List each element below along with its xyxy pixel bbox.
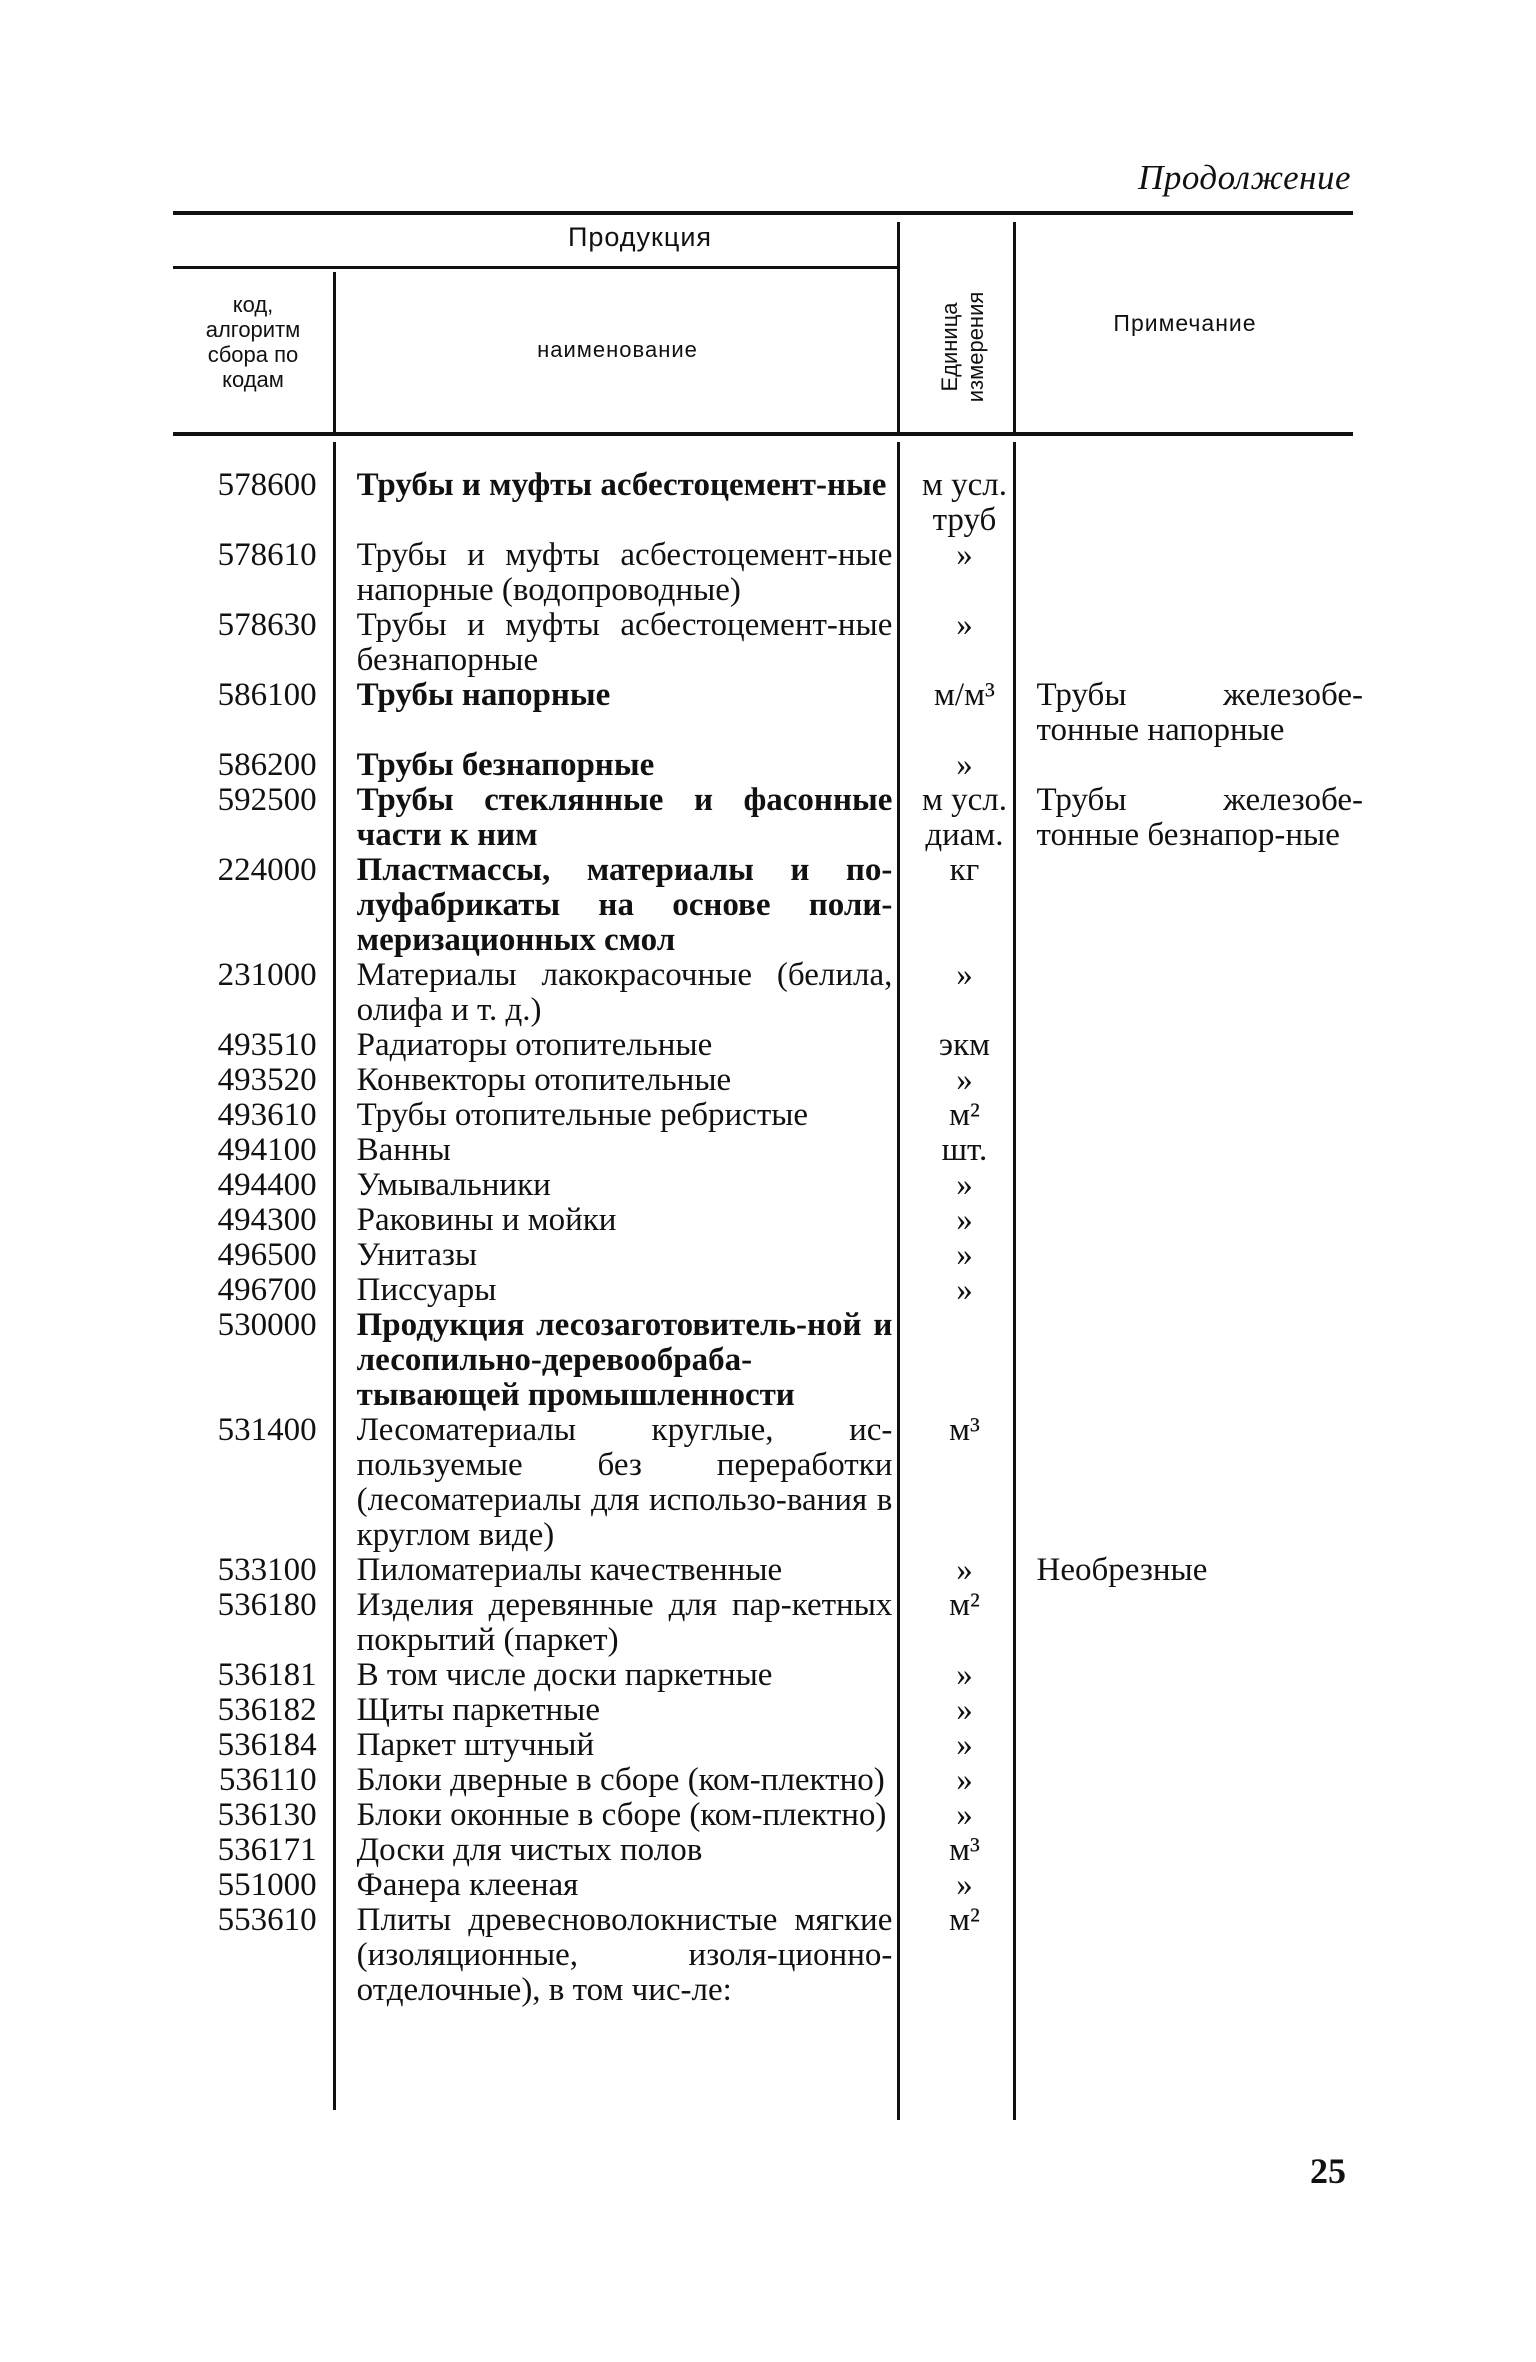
row-code: 493510: [217, 1027, 317, 1063]
row-note: [1023, 1028, 1363, 1063]
row-note: [1023, 608, 1363, 678]
row-code: 536110: [218, 1762, 317, 1798]
table-row: [173, 1868, 1363, 1903]
table-row: [173, 1308, 1363, 1413]
row-name: Лесоматериалы круглые, ис-пользуемые без переработки (лесоматериалы для использо-вания в круглом виде): [356, 1412, 893, 1553]
table-row: [173, 1903, 1363, 2008]
row-code: 536184: [217, 1727, 317, 1763]
header-bottom-rule: [173, 432, 1353, 436]
table-row: [173, 1273, 1363, 1308]
row-name: Материалы лакокрасочные (белила, олифа и т. д.): [356, 957, 893, 1028]
row-note: [1023, 1728, 1363, 1763]
table-row: [173, 958, 1363, 1028]
row-name: Трубы и муфты асбестоцемент-ные: [356, 467, 887, 503]
row-code: 231000: [217, 957, 317, 993]
row-name: Трубы и муфты асбестоцемент-ные безнапорные: [356, 607, 893, 678]
row-unit: м³: [949, 1412, 980, 1448]
row-unit: »: [956, 1797, 973, 1833]
table-row: [173, 1763, 1363, 1798]
row-code: 536181: [217, 1657, 317, 1693]
row-name: Фанера клееная: [356, 1867, 579, 1903]
row-code: 592500: [217, 782, 317, 818]
row-unit: м²: [949, 1902, 980, 1938]
continuation-label: Продолжение: [1138, 158, 1351, 197]
row-unit: »: [956, 1237, 973, 1273]
table-row: [173, 783, 1363, 853]
table-row: [173, 748, 1363, 783]
row-code: 553610: [217, 1902, 317, 1938]
row-name: Трубы и муфты асбестоцемент-ные напорные (водопроводные): [356, 537, 893, 608]
row-unit: м³: [949, 1832, 980, 1868]
row-name: Изделия деревянные для пар-кетных покрытий (паркет): [356, 1587, 893, 1658]
table-row: [173, 1203, 1363, 1238]
row-code: 578610: [217, 537, 317, 573]
table-row: [173, 1798, 1363, 1833]
row-note: [1023, 1693, 1363, 1728]
row-name: Унитазы: [356, 1237, 478, 1273]
row-unit: »: [956, 1727, 973, 1763]
row-note: [1023, 1168, 1363, 1203]
row-note: [1023, 1588, 1363, 1658]
row-name: Трубы отопительные ребристые: [356, 1097, 809, 1133]
table-row: [173, 678, 1363, 748]
row-code: 536130: [217, 1797, 317, 1833]
row-unit: »: [956, 1202, 973, 1238]
row-code: 496700: [217, 1272, 317, 1308]
header-unit-line: измерения: [963, 291, 988, 403]
row-note: [1023, 1063, 1363, 1098]
column-divider: [1013, 222, 1016, 432]
row-unit: кг: [949, 852, 980, 888]
row-code: 586200: [217, 747, 317, 783]
table-row: [173, 1728, 1363, 1763]
row-name: Конвекторы отопительные: [356, 1062, 732, 1098]
row-unit: »: [956, 957, 973, 993]
row-code: 586100: [217, 677, 317, 713]
row-name: Плиты древесноволокнистые мягкие (изоляционные, изоля-ционно-отделочные), в том чис-ле:: [356, 1902, 893, 2008]
table-row: [173, 1833, 1363, 1868]
row-note: [1023, 1798, 1363, 1833]
row-code: 536180: [217, 1587, 317, 1623]
row-name: Паркет штучный: [356, 1727, 595, 1763]
table-row: [173, 1658, 1363, 1693]
row-note: [1023, 1868, 1363, 1903]
row-name: Щиты паркетные: [356, 1692, 600, 1728]
row-unit: [906, 1308, 1022, 1413]
row-note: [1023, 1763, 1363, 1798]
row-note: [1023, 1308, 1363, 1413]
header-code: [173, 292, 333, 392]
table-row: [173, 1413, 1363, 1553]
table-row: [173, 1098, 1363, 1133]
row-unit: »: [956, 537, 973, 573]
row-note: [1023, 1903, 1363, 2008]
row-unit: м/м³: [934, 677, 995, 713]
row-code: 496500: [217, 1237, 317, 1273]
table-row: [173, 608, 1363, 678]
table-row: [173, 1238, 1363, 1273]
table-row: [173, 1063, 1363, 1098]
row-note: [1023, 958, 1363, 1028]
row-unit: экм: [938, 1027, 990, 1063]
row-name: Продукция лесозаготовитель-ной и лесопильно-деревообраба-тывающей промышленности: [356, 1307, 893, 1413]
product-table: [173, 468, 1363, 2008]
table-row: [173, 538, 1363, 608]
row-note: [1023, 1413, 1363, 1553]
row-unit: м усл. диам.: [921, 782, 1007, 853]
row-name: Трубы безнапорные: [356, 747, 655, 783]
row-name: Доски для чистых полов: [356, 1832, 703, 1868]
table-row: [173, 1028, 1363, 1063]
table-row: [173, 1553, 1363, 1588]
table-row: [173, 468, 1363, 538]
row-unit: »: [956, 1167, 973, 1203]
table-row: [173, 1133, 1363, 1168]
row-name: Пластмассы, материалы и по-луфабрикаты на основе поли-меризационных смол: [356, 852, 893, 958]
row-unit: шт.: [941, 1132, 988, 1168]
header-code-line: код,: [232, 292, 274, 317]
row-note: [1023, 1203, 1363, 1238]
row-unit: »: [956, 1272, 973, 1308]
row-note: [1023, 1238, 1363, 1273]
row-code: 533100: [217, 1552, 317, 1588]
table-row: [173, 1588, 1363, 1658]
row-unit: »: [956, 1867, 973, 1903]
header-code-line: алгоритм: [205, 317, 301, 342]
row-note: [1023, 1658, 1363, 1693]
column-divider: [897, 222, 900, 432]
header-unit: [908, 272, 1018, 422]
row-name: Блоки оконные в сборе (ком-плектно): [356, 1797, 887, 1833]
row-code: 493520: [217, 1062, 317, 1098]
row-name: Писсуары: [356, 1272, 497, 1308]
row-name: Трубы напорные: [356, 677, 611, 713]
table-row: [173, 853, 1363, 958]
row-name: Пиломатериалы качественные: [356, 1552, 783, 1588]
row-code: 531400: [217, 1412, 317, 1448]
row-unit: »: [956, 1552, 973, 1588]
row-unit: »: [956, 1657, 973, 1693]
header-note: Примечание: [1113, 310, 1257, 336]
row-note: [1023, 1833, 1363, 1868]
table-top-rule: [173, 211, 1353, 215]
row-note: Необрезные: [1036, 1552, 1208, 1588]
row-note: [1023, 853, 1363, 958]
row-code: 578600: [217, 467, 317, 503]
page-number: 25: [1310, 2151, 1346, 2191]
row-name: Блоки дверные в сборе (ком-плектно): [356, 1762, 885, 1798]
row-name: Умывальники: [356, 1167, 551, 1203]
row-code: 224000: [217, 852, 317, 888]
row-unit: »: [956, 747, 973, 783]
row-code: 530000: [217, 1307, 317, 1343]
row-note: [1023, 1133, 1363, 1168]
row-unit: м²: [949, 1097, 980, 1133]
row-code: 493610: [217, 1097, 317, 1133]
header-code-line: сбора по: [207, 342, 299, 367]
row-name: Трубы стеклянные и фасонные части к ним: [356, 782, 893, 853]
header-product: Продукция: [567, 222, 713, 252]
row-unit: м усл. труб: [921, 467, 1007, 538]
row-note: [1023, 748, 1363, 783]
row-unit: »: [956, 1692, 973, 1728]
row-code: 536182: [217, 1692, 317, 1728]
row-name: Радиаторы отопительные: [356, 1027, 713, 1063]
column-divider: [333, 272, 336, 432]
table-row: [173, 1168, 1363, 1203]
row-note: Трубы железобе-тонные напорные: [1036, 677, 1363, 748]
header-unit-line: Единица: [937, 302, 962, 392]
row-note: Трубы железобе-тонные безнапор-ные: [1036, 782, 1363, 853]
row-code: 578630: [217, 607, 317, 643]
header-name: наименование: [537, 337, 698, 362]
row-code: 494300: [217, 1202, 317, 1238]
row-note: [1023, 538, 1363, 608]
row-unit: м²: [949, 1587, 980, 1623]
row-code: 494400: [217, 1167, 317, 1203]
row-note: [1023, 1098, 1363, 1133]
header-code-line: кодам: [222, 367, 284, 392]
row-code: 536171: [217, 1832, 317, 1868]
table-row: [173, 1693, 1363, 1728]
row-name: Ванны: [356, 1132, 451, 1168]
row-unit: »: [956, 1762, 973, 1798]
row-code: 494100: [217, 1132, 317, 1168]
row-unit: »: [956, 1062, 973, 1098]
row-note: [1023, 1273, 1363, 1308]
row-name: Раковины и мойки: [356, 1202, 617, 1238]
row-unit: »: [956, 607, 973, 643]
row-code: 551000: [217, 1867, 317, 1903]
row-name: В том числе доски паркетные: [356, 1657, 773, 1693]
row-note: [1023, 468, 1363, 538]
product-table-body: [173, 468, 1363, 2008]
header-product-rule: [173, 266, 900, 269]
